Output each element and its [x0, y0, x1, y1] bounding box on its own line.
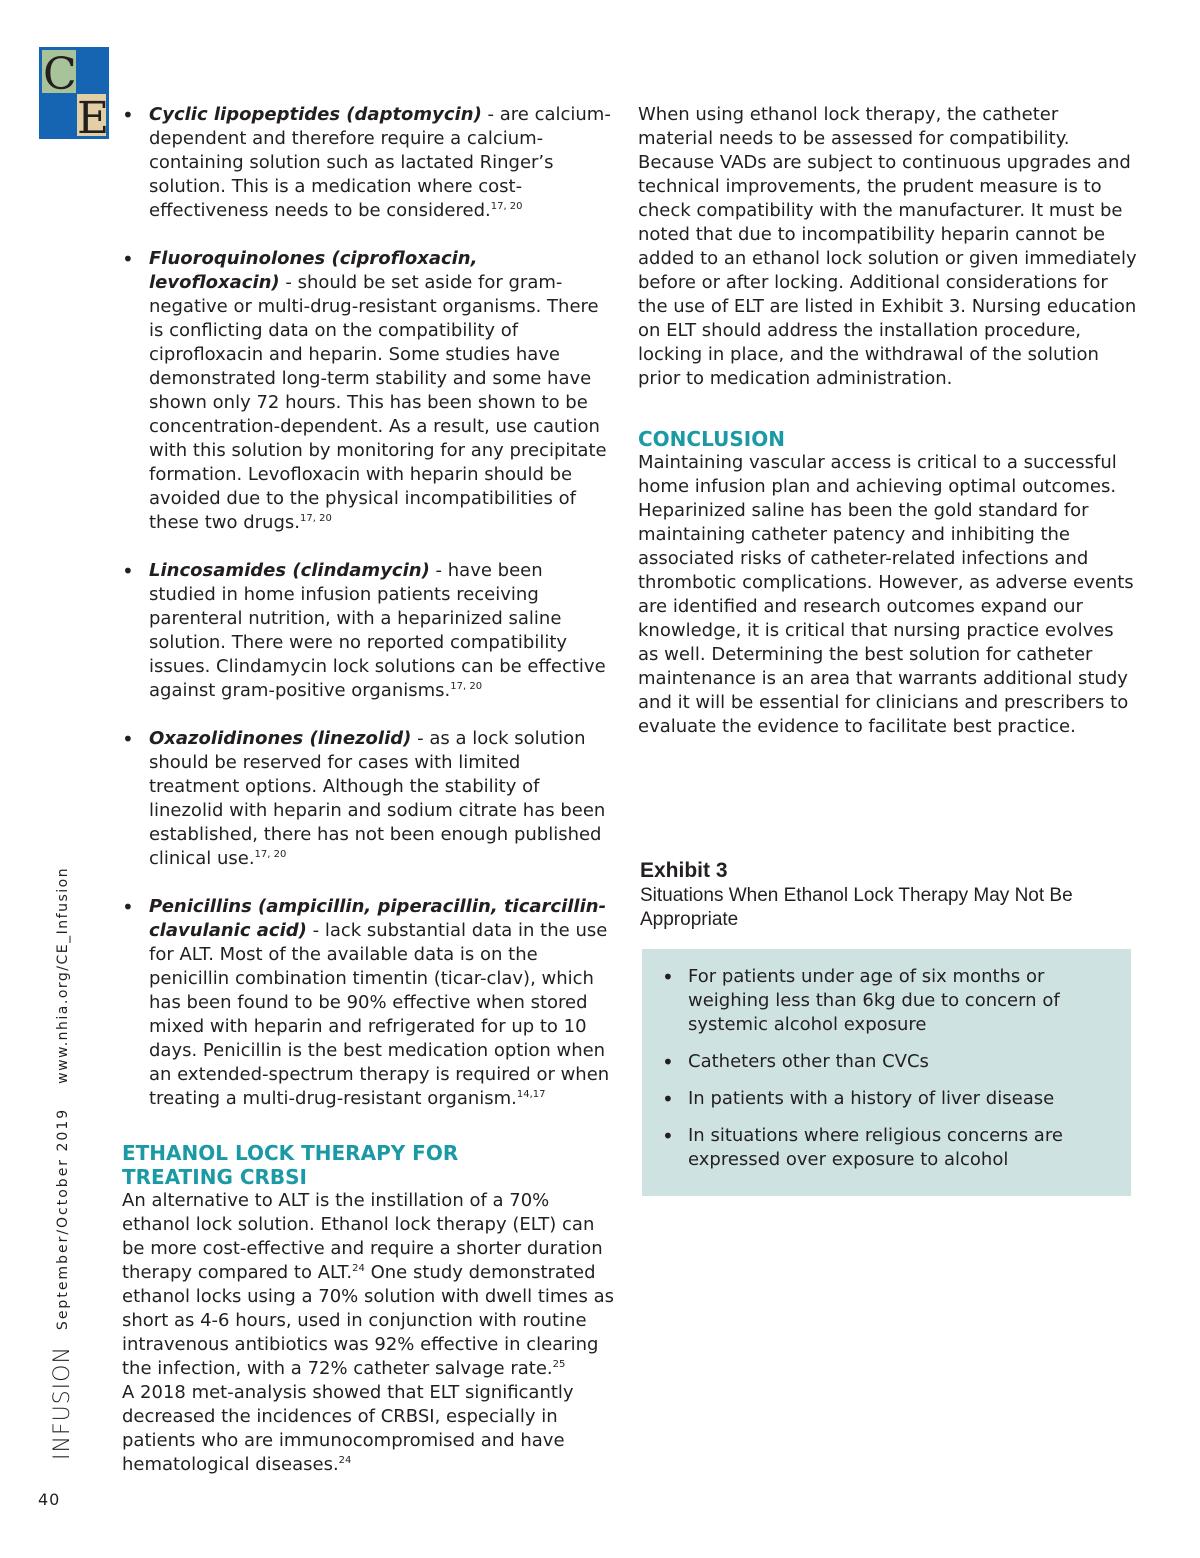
citation: 14,17: [516, 1089, 546, 1100]
ethanol-paragraph-1: [122, 1189, 614, 1381]
list-item: • In situations where religious concerns are expressed over exposure to alcohol: [662, 1124, 1111, 1172]
citation: 25: [552, 1359, 566, 1370]
bullet-term: Oxazolidinones (linezolid): [149, 728, 412, 749]
bullet-term: Cyclic lipopeptides (daptomycin): [149, 104, 482, 125]
ethanol-p1-b: One study demonstrated ethanol locks using a 70% solution with dwell times as short as 4-6 hours, used in conjunction with routine intravenous antibiotics was 92% effective in clearing the infection, with a 72% catheter salvage rate.: [122, 1262, 615, 1379]
side-rail: [50, 866, 76, 1460]
bullet-term: Fluoroquinolones (ciprofloxacin, levofloxacin): [149, 248, 478, 293]
exhibit-title: Exhibit 3: [640, 859, 728, 882]
list-item: [122, 727, 614, 871]
list-item: [122, 895, 614, 1111]
exhibit-list: [642, 949, 1131, 1172]
bullet-text: - have been studied in home infusion patients receiving parenteral nutrition, with a heparinized saline solution. There were no reported compatibility issues. Clindamycin lock solutions can be effective against gram-positive organisms.: [149, 560, 606, 701]
list-item: • For patients under age of six months or weighing less than 6kg due to concern of systemic alcohol exposure: [662, 965, 1111, 1037]
citation: 17, 20: [490, 201, 523, 212]
ethanol-compatibility-paragraph: When using ethanol lock therapy, the catheter material needs to be assessed for compatibility. Because VADs are subject to continuous upgrades and technical improvements, the prudent measure is to check compatibility with the manufacturer. It must be noted that due to incompatibility heparin cannot be added to an ethanol lock solution or given immediately before or after locking. Additional considerations for the use of ELT are listed in Exhibit 3. Nursing education on ELT should address the installation procedure, locking in place, and the withdrawal of the solution prior to medication administration.: [638, 104, 1137, 389]
ethanol-p2: A 2018 met-analysis showed that ELT significantly decreased the incidences of CRBSI, especially in patients who are immunocompromised and have hematological diseases.: [122, 1382, 574, 1475]
citation: 17, 20: [254, 849, 287, 860]
list-item: [122, 247, 614, 535]
issue-date: September/October 2019: [54, 1107, 71, 1331]
ce-logo: [39, 47, 109, 139]
exhibit-box: [642, 949, 1131, 1196]
list-item: [122, 103, 614, 223]
bullet-text: - should be set aside for gram-negative or multi-drug-resistant organisms. There is conflicting data on the compatibility of ciprofloxacin and heparin. Some studies have demonstrated long-term stability and some have shown only 72 hours. This has been shown to be concentration-dependent. As a result, use caution with this solution by monitoring for any precipitate formation. Levofloxacin with heparin should be avoided due to the physical incompatibilities of these two drugs.: [149, 272, 607, 533]
citation: 17, 20: [450, 681, 483, 692]
bullet-term: Penicillins (ampicillin, piperacillin, ticarcillin-clavulanic acid): [149, 896, 607, 941]
antibiotic-list: [122, 103, 614, 1111]
citation: 24: [352, 1263, 365, 1274]
logo-letter-e: E: [77, 93, 109, 139]
website-url: www.nhia.org/CE_Infusion: [54, 866, 71, 1084]
citation: 17, 20: [300, 513, 332, 524]
conclusion-heading: CONCLUSION: [638, 427, 785, 451]
right-column: [638, 103, 1138, 739]
ethanol-section-heading: ETHANOL LOCK THERAPY FOR TREATING CRBSI: [122, 1141, 459, 1189]
citation: 24: [338, 1455, 352, 1466]
left-column: [122, 103, 614, 1477]
side-rail-inner: [50, 867, 75, 1460]
list-item: • In patients with a history of liver disease: [662, 1087, 1111, 1111]
exhibit-3: [640, 858, 1140, 932]
bullet-text: - lack substantial data in the use for ALT. Most of the available data is on the penicillin combination timentin (ticar-clav), which has been found to be 90% effective when stored mixed with heparin and refrigerated for up to 10 days. Penicillin is the best medication option when an extended-spectrum therapy is required or when treating a multi-drug-resistant organism.: [149, 920, 610, 1109]
ethanol-paragraph-2: [122, 1381, 614, 1477]
infusion-brand: INFUSION: [50, 1346, 75, 1460]
exhibit-subtitle: Situations When Ethanol Lock Therapy May Not Be Appropriate: [640, 885, 1073, 930]
bullet-text: - as a lock solution should be reserved for cases with limited treatment options. Although the stability of linezolid with heparin and sodium citrate has been established, there has not been enough published clinical use.: [149, 728, 606, 869]
list-item: • Catheters other than CVCs: [662, 1050, 1111, 1074]
bullet-term: Lincosamides (clindamycin): [149, 560, 430, 581]
list-item: [122, 559, 614, 703]
logo-letter-c: C: [43, 49, 77, 100]
page-number: 40: [38, 1490, 61, 1509]
bullet-text: - are calcium-dependent and therefore require a calcium-containing solution such as lactated Ringer’s solution. This is a medication where cost-effectiveness needs to be considered.: [149, 104, 611, 221]
ethanol-p1-a: An alternative to ALT is the instillation of a 70% ethanol lock solution. Ethanol lock therapy (ELT) can be more cost-effective and require a shorter duration therapy compared to ALT.: [122, 1190, 603, 1283]
conclusion-paragraph: Maintaining vascular access is critical to a successful home infusion plan and achieving optimal outcomes. Heparinized saline has been the gold standard for maintaining catheter patency and inhibiting the associated risks of catheter-related infections and thrombotic complications. However, as adverse events are identified and research outcomes expand our knowledge, it is critical that nursing practice evolves as well. Determining the best solution for catheter maintenance is an area that warrants additional study and it will be essential for clinicians and prescribers to evaluate the evidence to facilitate best practice.: [638, 452, 1134, 737]
